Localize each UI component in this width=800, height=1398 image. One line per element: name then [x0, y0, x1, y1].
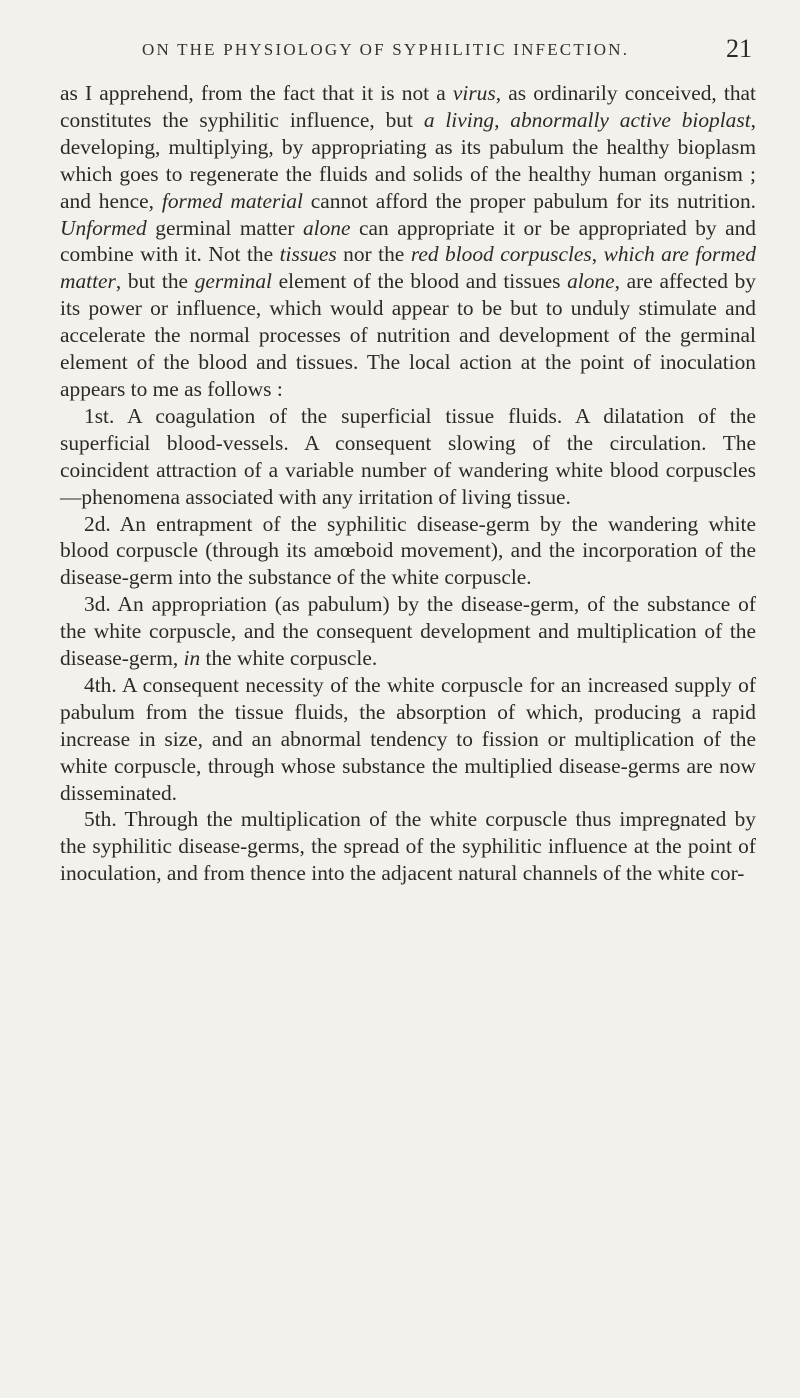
italic-run: germinal [194, 269, 272, 294]
text-run: cannot afford the proper pabulum for its nutrition. [302, 188, 756, 213]
text-run: nor the [336, 242, 411, 267]
text-run: , developing, multiplying, by appropriating as its pabulum the healthy bioplasm which goes to regenerate the fluids and solids of the healthy human organism ; and hence, [60, 107, 756, 213]
italic-run: red blood corpuscles [410, 242, 592, 267]
text-run: , are affected by its power or influence, which would appear to be but to unduly stimulate and accelerate the normal processes of nutrition and development of the germinal element of the blood and tissues. The local action at the point of inoculation appears to me as follows : [60, 269, 757, 401]
text-run: , but the [115, 269, 195, 294]
text-run: 1st. A coagulation of the superficial tissue fluids. A dilatation of the superficial blood-vessels. A consequent slowing of the circulation. The coincident attraction of a variable number of wandering white blood corpuscles—phenomena associated with any irritation of living tissue. [60, 403, 756, 509]
text-run: , as ordinarily conceived, that constitutes the syphilitic influence, but [60, 81, 756, 132]
text-run: , [591, 242, 604, 267]
text-run: germinal matter [146, 215, 303, 240]
italic-run: alone [302, 215, 351, 240]
paragraph-third-point [60, 591, 756, 672]
italic-run: which are formed matter [60, 242, 756, 294]
body-text [60, 80, 756, 887]
paragraph-fourth-point [60, 672, 756, 807]
paragraph-first-point [60, 403, 756, 511]
text-run: 2d. An entrapment of the syphilitic disease-germ by the wandering white blood corpuscle (through its amœboid movement), and the incorporation of the disease-germ into the substance of the white corpuscle. [60, 511, 756, 590]
text-run: 3d. An appropriation (as pabulum) by the disease-germ, of the substance of the white corpuscle, and the consequent development and multiplication of the disease-germ, [60, 592, 756, 671]
page-number: 21 [726, 34, 752, 63]
italic-run: alone [567, 269, 615, 294]
paragraph-second-point [60, 511, 756, 592]
italic-run: in [183, 646, 201, 671]
text-run: the white corpuscle. [200, 646, 378, 671]
running-head [132, 34, 752, 68]
italic-run: virus [452, 81, 496, 105]
italic-run: tissues [279, 242, 337, 267]
text-run: element of the blood and tissues [271, 269, 568, 294]
italic-run: a living, abnormally active bioplast [423, 107, 751, 132]
text-run: as I apprehend, from the fact that it is not a [60, 81, 453, 105]
paragraph-fifth-point [60, 806, 756, 887]
text-run: 5th. Through the multiplication of the white corpuscle thus impregnated by the syphilitic disease-germs, the spread of the syphilitic influence at the point of inoculation, and from thence into the adjacent natural channels of the white cor- [60, 807, 756, 886]
text-run: 4th. A consequent necessity of the white corpuscle for an increased supply of pabulum from the tissue fluids, the absorption of which, producing a rapid increase in size, and an abnormal tendency to fission or multiplication of the white corpuscle, through whose substance the multiplied disease-germs are now disseminated. [60, 672, 756, 805]
italic-run: Unformed [60, 215, 147, 240]
text-run: can appropriate it or be appropriated by and combine with it. Not the [60, 215, 756, 267]
italic-run: formed material [161, 188, 303, 213]
paragraph [60, 80, 756, 403]
running-title: ON THE PHYSIOLOGY OF SYPHILITIC INFECTION. [142, 40, 630, 59]
